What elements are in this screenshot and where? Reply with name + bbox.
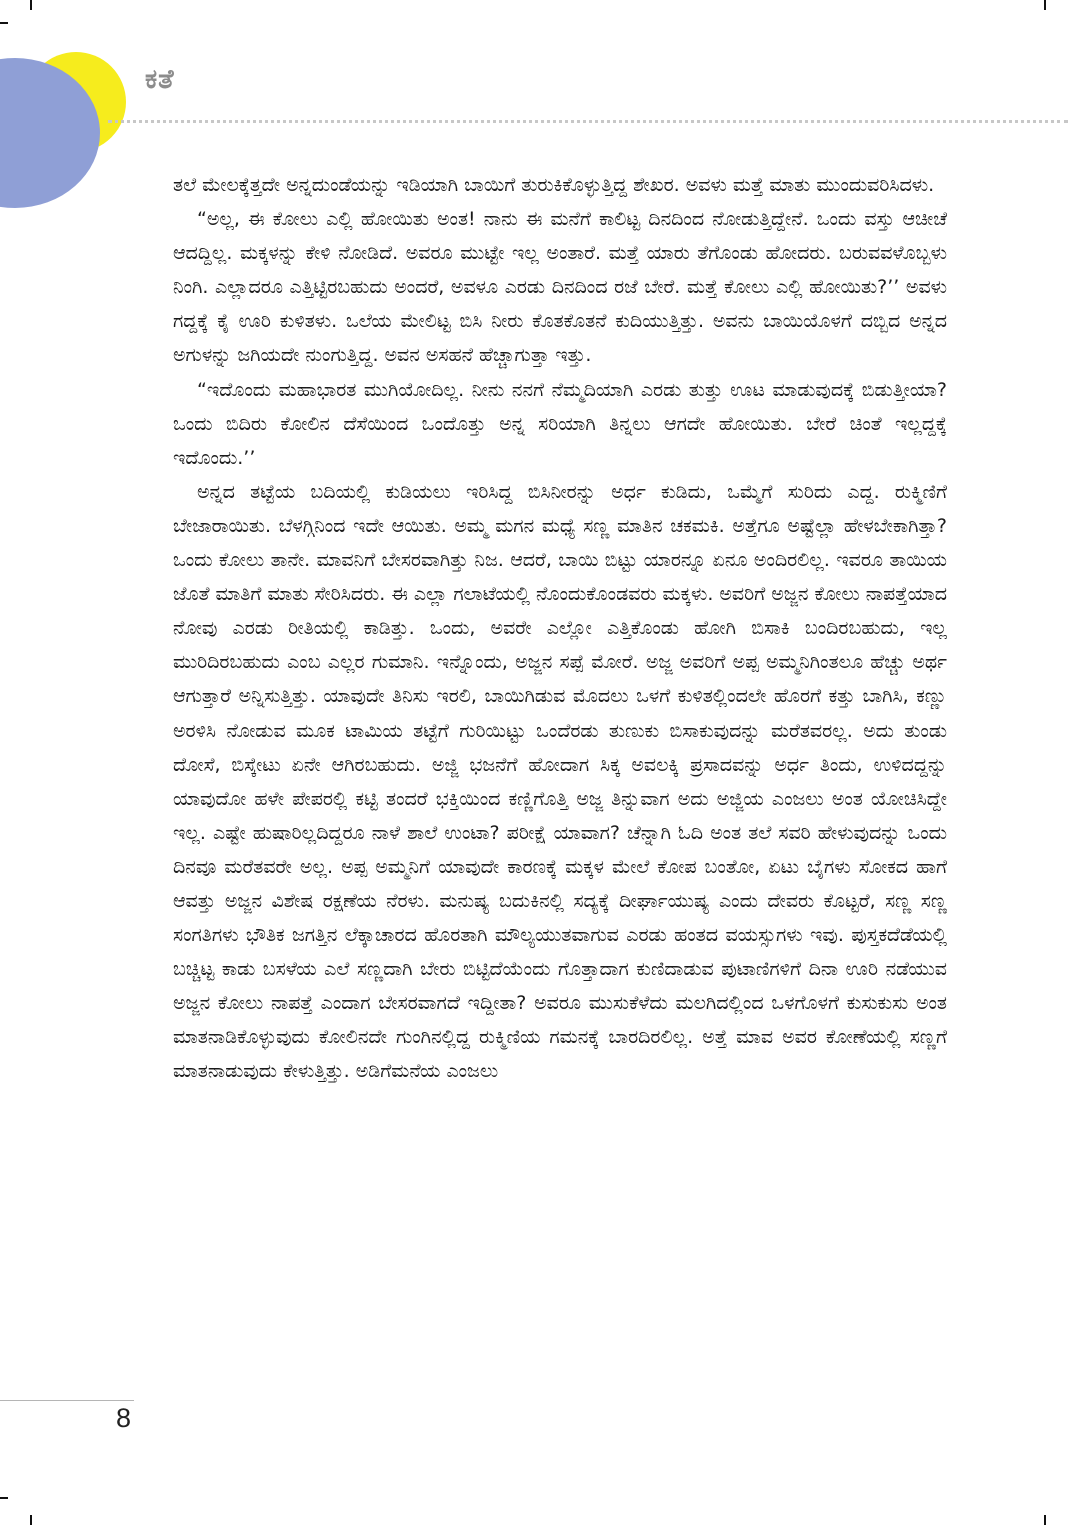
paragraph: ಅನ್ನದ ತಟ್ಟೆಯ ಬದಿಯಲ್ಲಿ ಕುಡಿಯಲು ಇರಿಸಿದ್ದ ಬಿಸಿನೀರನ್ನು ಅರ್ಧ ಕುಡಿದು, ಒಮ್ಮೆಗೆ ಸುರಿದು ಎದ್ದ. ರುಕ್ಮಿಣಿಗೆ ಬೇಜಾರಾಯಿತು. ಬೆಳಗ್ಗಿನಿಂದ ಇದೇ ಆಯಿತು. ಅಮ್ಮ ಮಗನ ಮಧ್ಯೆ ಸಣ್ಣ ಮಾತಿನ ಚಕಮಕಿ. ಅತ್ತೆಗೂ ಅಷ್ಟೆಲ್ಲಾ ಹೇಳಬೇಕಾಗಿತ್ತಾ? ಒಂದು ಕೋಲು ತಾನೇ. ಮಾವನಿಗೆ ಬೇಸರವಾಗಿತ್ತು ನಿಜ. ಆದರೆ, ಬಾಯಿ ಬಿಟ್ಟು ಯಾರನ್ನೂ ಏನೂ ಅಂದಿರಲಿಲ್ಲ. ಇವರೂ ತಾಯಿಯ ಜೊತೆ ಮಾತಿಗೆ ಮಾತು ಸೇರಿಸಿದರು. ಈ ಎಲ್ಲಾ ಗಲಾಟೆಯಲ್ಲಿ ನೊಂದುಕೊಂಡವರು ಮಕ್ಕಳು. ಅವರಿಗೆ ಅಜ್ಜನ ಕೋಲು ನಾಪತ್ತೆಯಾದ ನೋವು ಎರಡು ರೀತಿಯಲ್ಲಿ ಕಾಡಿತ್ತು. ಒಂದು, ಅವರೇ ಎಲ್ಲೋ ಎತ್ತಿಕೊಂಡು ಹೋಗಿ ಬಿಸಾಕಿ ಬಂದಿರಬಹುದು, ಇಲ್ಲ ಮುರಿದಿರಬಹುದು ಎಂಬ ಎಲ್ಲರ ಗುಮಾನಿ. ಇನ್ನೊಂದು, ಅಜ್ಜನ ಸಪ್ಪೆ ಮೋರೆ. ಅಜ್ಜ ಅವರಿಗೆ ಅಪ್ಪ ಅಮ್ಮನಿಗಿಂತಲೂ ಹೆಚ್ಚು ಅರ್ಥ ಆಗುತ್ತಾರೆ ಅನ್ನಿಸುತ್ತಿತ್ತು. ಯಾವುದೇ ತಿನಿಸು ಇರಲಿ, ಬಾಯಿಗಿಡುವ ಮೊದಲು ಒಳಗೆ ಕುಳಿತಲ್ಲಿಂದಲೇ ಹೊರಗೆ ಕತ್ತು ಬಾಗಿಸಿ, ಕಣ್ಣು ಅರಳಿಸಿ ನೋಡುವ ಮೂಕ ಟಾಮಿಯ ತಟ್ಟೆಗೆ ಗುರಿಯಿಟ್ಟು ಒಂದೆರಡು ತುಣುಕು ಬಿಸಾಕುವುದನ್ನು ಮರೆತವರಲ್ಲ. ಅದು ತುಂಡು ದೋಸೆ, ಬಿಸ್ಕೇಟು ಏನೇ ಆಗಿರಬಹುದು. ಅಜ್ಜಿ ಭಜನೆಗೆ ಹೋದಾಗ ಸಿಕ್ಕ ಅವಲಕ್ಕಿ ಪ್ರಸಾದವನ್ನು ಅರ್ಧ ತಿಂದು, ಉಳಿದದ್ದನ್ನು ಯಾವುದೋ ಹಳೇ ಪೇಪರಲ್ಲಿ ಕಟ್ಟಿ ತಂದರೆ ಭಕ್ತಿಯಿಂದ ಕಣ್ಣಿಗೊತ್ತಿ ಅಜ್ಜ ತಿನ್ನುವಾಗ ಅದು ಅಜ್ಜಿಯ ಎಂಜಲು ಅಂತ ಯೋಚಿಸಿದ್ದೇ ಇಲ್ಲ. ಎಷ್ಟೇ ಹುಷಾರಿಲ್ಲದಿದ್ದರೂ ನಾಳೆ ಶಾಲೆ ಉಂಟಾ? ಪರೀಕ್ಷೆ ಯಾವಾಗ? ಚೆನ್ನಾಗಿ ಓದಿ ಅಂತ ತಲೆ ಸವರಿ ಹೇಳುವುದನ್ನು ಒಂದು ದಿನವೂ ಮರೆತವರೇ ಅಲ್ಲ. ಅಪ್ಪ ಅಮ್ಮನಿಗೆ ಯಾವುದೇ ಕಾರಣಕ್ಕೆ ಮಕ್ಕಳ ಮೇಲೆ ಕೋಪ ಬಂತೋ, ಏಟು ಬೈಗಳು ಸೋಕದ ಹಾಗೆ ಆವತ್ತು ಅಜ್ಜನ ವಿಶೇಷ ರಕ್ಷಣೆಯ ನೆರಳು. ಮನುಷ್ಯ ಬದುಕಿನಲ್ಲಿ ಸದ್ಯಕ್ಕೆ ದೀರ್ಘಾಯುಷ್ಯ ಎಂದು ದೇವರು ಕೊಟ್ಟರೆ, ಸಣ್ಣ ಸಣ್ಣ ಸಂಗತಿಗಳು ಭೌತಿಕ ಜಗತ್ತಿನ ಲೆಕ್ಕಾಚಾರದ ಹೊರತಾಗಿ ಮೌಲ್ಯಯುತವಾಗುವ ಎರಡು ಹಂತದ ವಯಸ್ಸುಗಳು ಇವು. ಪುಸ್ತಕದೆಡೆಯಲ್ಲಿ ಬಚ್ಚಿಟ್ಟ ಕಾಡು ಬಸಳೆಯ ಎಲೆ ಸಣ್ಣದಾಗಿ ಬೇರು ಬಿಟ್ಟಿದೆಯೆಂದು ಗೊತ್ತಾದಾಗ ಕುಣಿದಾಡುವ ಪುಟಾಣಿಗಳಿಗೆ ದಿನಾ ಊರಿ ನಡೆಯುವ ಅಜ್ಜನ ಕೋಲು ನಾಪತ್ತೆ ಎಂದಾಗ ಬೇಸರವಾಗದೆ ಇದ್ದೀತಾ? ಅವರೂ ಮುಸುಕೆಳೆದು ಮಲಗಿದಲ್ಲಿಂದ ಒಳಗೊಳಗೆ ಕುಸುಕುಸು ಅಂತ ಮಾತನಾಡಿಕೊಳ್ಳುವುದು ಕೋಲಿನದೇ ಗುಂಗಿನಲ್ಲಿದ್ದ ರುಕ್ಮಿಣಿಯ ಗಮನಕ್ಕೆ ಬಾರದಿರಲಿಲ್ಲ. ಅತ್ತೆ ಮಾವ ಅವರ ಕೋಣೆಯಲ್ಲಿ ಸಣ್ಣಗೆ ಮಾತನಾಡುವುದು ಕೇಳುತ್ತಿತ್ತು. ಅಡಿಗೆಮನೆಯ ಎಂಜಲು — [173, 480, 948, 1083]
paragraph: “ಇದೊಂದು ಮಹಾಭಾರತ ಮುಗಿಯೋದಿಲ್ಲ. ನೀನು ನನಗೆ ನೆಮ್ಮದಿಯಾಗಿ ಎರಡು ತುತ್ತು ಊಟ ಮಾಡುವುದಕ್ಕೆ ಬಿಡುತ್ತೀಯಾ? ಒಂದು ಬಿದಿರು ಕೋಲಿನ ದೆಸೆಯಿಂದ ಒಂದೊತ್ತು ಅನ್ನ ಸರಿಯಾಗಿ ತಿನ್ನಲು ಆಗದೇ ಹೋಯಿತು. ಬೇರೆ ಚಿಂತೆ ಇಲ್ಲದ್ದಕ್ಕೆ ಇದೊಂದು.’’ — [173, 378, 947, 469]
header-dotted-divider — [108, 120, 1068, 123]
crop-mark — [0, 22, 8, 24]
footer-divider — [0, 1400, 134, 1401]
section-title: ಕತೆ — [145, 64, 175, 95]
story-body — [173, 168, 947, 1089]
paragraph: ತಲೆ ಮೇಲಕ್ಕೆತ್ತದೇ ಅನ್ನದುಂಡೆಯನ್ನು ಇಡಿಯಾಗಿ ಬಾಯಿಗೆ ತುರುಕಿಕೊಳ್ಳುತ್ತಿದ್ದ ಶೇಖರ. ಅವಳು ಮತ್ತೆ ಮಾತು ಮುಂದುವರಿಸಿದಳು. — [173, 174, 935, 196]
page-number: 8 — [116, 1403, 132, 1433]
crop-mark — [0, 1497, 8, 1499]
crop-mark — [30, 0, 32, 10]
crop-mark — [30, 1515, 32, 1525]
paragraph: “ಅಲ್ಲ, ಈ ಕೋಲು ಎಲ್ಲಿ ಹೋಯಿತು ಅಂತ! ನಾನು ಈ ಮನೆಗೆ ಕಾಲಿಟ್ಟ ದಿನದಿಂದ ನೋಡುತ್ತಿದ್ದೇನೆ. ಒಂದು ವಸ್ತು ಆಚೀಚೆ ಆದದ್ದಿಲ್ಲ. ಮಕ್ಕಳನ್ನು ಕೇಳಿ ನೋಡಿದೆ. ಅವರೂ ಮುಟ್ಟೇ ಇಲ್ಲ ಅಂತಾರೆ. ಮತ್ತೆ ಯಾರು ತೆಗೊಂಡು ಹೋದರು. ಬರುವವಳೊಬ್ಬಳು ನಿಂಗಿ. ಎಲ್ಲಾದರೂ ಎತ್ತಿಟ್ಟಿರಬಹುದು ಅಂದರೆ, ಅವಳೂ ಎರಡು ದಿನದಿಂದ ರಜೆ ಬೇರೆ. ಮತ್ತೆ ಕೋಲು ಎಲ್ಲಿ ಹೋಯಿತು?’’ ಅವಳು ಗದ್ದಕ್ಕೆ ಕೈ ಊರಿ ಕುಳಿತಳು. ಒಲೆಯ ಮೇಲಿಟ್ಟ ಬಿಸಿ ನೀರು ಕೊತಕೊತನೆ ಕುದಿಯುತ್ತಿತ್ತು. ಅವನು ಬಾಯಿಯೊಳಗೆ ದಬ್ಬಿದ ಅನ್ನದ ಅಗುಳನ್ನು ಜಗಿಯದೇ ನುಂಗುತ್ತಿದ್ದ. ಅವನ ಅಸಹನೆ ಹೆಚ್ಚಾಗುತ್ತಾ ಇತ್ತು. — [173, 208, 947, 367]
crop-mark — [1044, 1515, 1046, 1525]
crop-mark — [1044, 0, 1046, 10]
